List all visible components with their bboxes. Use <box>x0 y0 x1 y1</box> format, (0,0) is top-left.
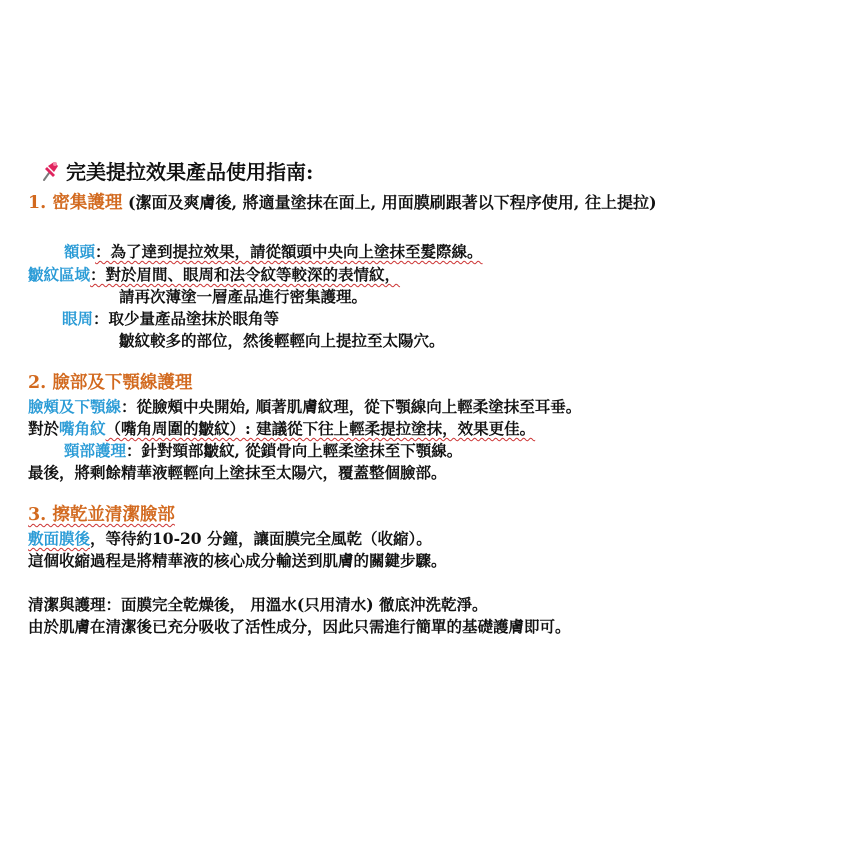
final-text: 最後，將剩餘精華液輕輕向上塗抹至太陽穴，覆蓋整個臉部。 <box>28 463 447 482</box>
final-line <box>28 463 447 483</box>
process-line <box>28 551 447 571</box>
mouth-prefix: 對於 <box>28 419 60 438</box>
clean-line <box>28 595 487 615</box>
eye-label: 眼周 <box>62 309 94 328</box>
wrinkle-line-2 <box>119 287 367 307</box>
section2-heading-line <box>28 373 192 393</box>
guide-title-text: 完美提拉效果產品使用指南: <box>66 160 314 184</box>
apply-label: 敷面膜後 <box>28 529 91 548</box>
section3-heading-line <box>28 505 175 525</box>
neck-line <box>64 441 462 461</box>
eye-line-2 <box>119 331 445 351</box>
apply-line <box>28 529 432 549</box>
section3-heading: 3. 擦乾並清潔臉部 <box>28 505 175 525</box>
forehead-text: ：為了達到提拉效果，請從額頭中央向上塗抹至髮際線。 <box>95 242 483 261</box>
eye-line-1 <box>62 309 279 329</box>
wrinkle-line-1 <box>28 265 400 285</box>
wrinkle-label: 皺紋區域 <box>28 265 91 284</box>
cheek-text: ：從臉頰中央開始, 順著肌膚紋理，從下顎線向上輕柔塗抹至耳垂。 <box>121 397 582 416</box>
section1-intro: (潔面及爽膚後, 將適量塗抹在面上, 用面膜刷跟著以下程序使用, 往上提拉) <box>122 193 657 212</box>
mouth-line <box>28 419 535 439</box>
mouth-text: （嘴角周圍的皺紋）: 建議從下往上輕柔提拉塗抹，效果更佳。 <box>105 419 536 438</box>
section1-heading: 1. 密集護理 <box>28 193 123 213</box>
guide-title <box>40 156 313 185</box>
eye-text-1: ：取少量產品塗抹於眼角等 <box>93 309 280 328</box>
section2-heading: 2. 臉部及下顎線護理 <box>28 373 193 393</box>
basic-line <box>28 617 571 637</box>
pushpin-icon <box>40 160 60 182</box>
mouth-label: 嘴角紋 <box>59 419 106 438</box>
process-text: 這個收縮過程是將精華液的核心成分輸送到肌膚的關鍵步驟。 <box>28 551 447 570</box>
neck-label: 頸部護理 <box>64 441 127 460</box>
neck-text: ：針對頸部皺紋, 從鎖骨向上輕柔塗抹至下顎線。 <box>126 441 463 460</box>
forehead-line <box>64 242 483 262</box>
eye-text-2: 皺紋較多的部位，然後輕輕向上提拉至太陽穴。 <box>119 331 445 350</box>
cheek-label: 臉頰及下顎線 <box>28 397 122 416</box>
forehead-label: 額頭 <box>64 242 96 261</box>
section1-line <box>28 193 657 213</box>
cheek-line <box>28 397 581 417</box>
wrinkle-text-1: ：對於眉間、眼周和法令紋等較深的表情紋， <box>90 265 401 284</box>
apply-text: ，等待約10-20 分鐘，讓面膜完全風乾（收縮）。 <box>90 529 432 548</box>
wrinkle-text-2: 請再次薄塗一層產品進行密集護理。 <box>119 287 368 306</box>
basic-text: 由於肌膚在清潔後已充分吸收了活性成分，因此只需進行簡單的基礎護膚即可。 <box>28 617 571 636</box>
clean-text: 清潔與護理：面膜完全乾燥後， 用溫水(只用清水) 徹底沖洗乾淨。 <box>28 595 488 614</box>
